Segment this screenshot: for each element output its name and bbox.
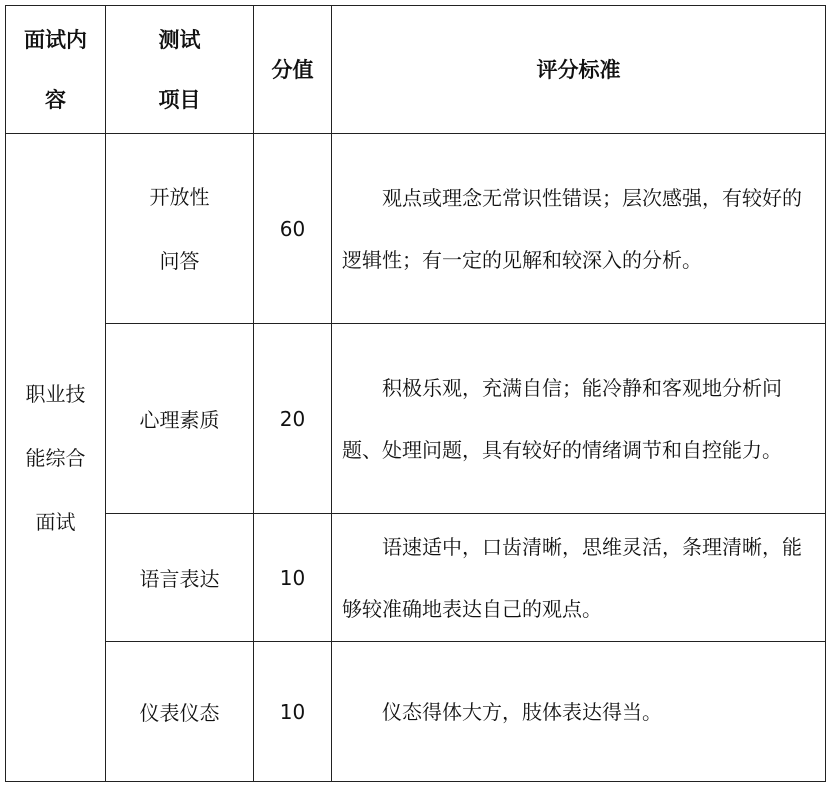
header-criteria: 评分标准 bbox=[332, 6, 826, 134]
header-score: 分值 bbox=[254, 6, 332, 134]
score-cell: 10 bbox=[254, 514, 332, 642]
header-row bbox=[6, 6, 826, 134]
table-row bbox=[6, 324, 826, 514]
table-row bbox=[6, 642, 826, 782]
category-cell: 职业技能综合面试 bbox=[6, 134, 106, 782]
score-cell: 20 bbox=[254, 324, 332, 514]
header-item: 测试项目 bbox=[106, 6, 254, 134]
criteria-cell: 仪态得体大方，肢体表达得当。 bbox=[332, 642, 826, 782]
table-row bbox=[6, 134, 826, 324]
item-cell: 心理素质 bbox=[106, 324, 254, 514]
item-cell: 仪表仪态 bbox=[106, 642, 254, 782]
scoring-table bbox=[5, 5, 826, 782]
item-cell: 语言表达 bbox=[106, 514, 254, 642]
header-content: 面试内容 bbox=[6, 6, 106, 134]
score-cell: 10 bbox=[254, 642, 332, 782]
criteria-cell: 语速适中，口齿清晰，思维灵活，条理清晰，能够较准确地表达自己的观点。 bbox=[332, 514, 826, 642]
criteria-cell: 观点或理念无常识性错误；层次感强，有较好的逻辑性；有一定的见解和较深入的分析。 bbox=[332, 134, 826, 324]
criteria-cell: 积极乐观，充满自信；能冷静和客观地分析问题、处理问题，具有较好的情绪调节和自控能力。 bbox=[332, 324, 826, 514]
table-row bbox=[6, 514, 826, 642]
score-cell: 60 bbox=[254, 134, 332, 324]
item-cell: 开放性问答 bbox=[106, 134, 254, 324]
